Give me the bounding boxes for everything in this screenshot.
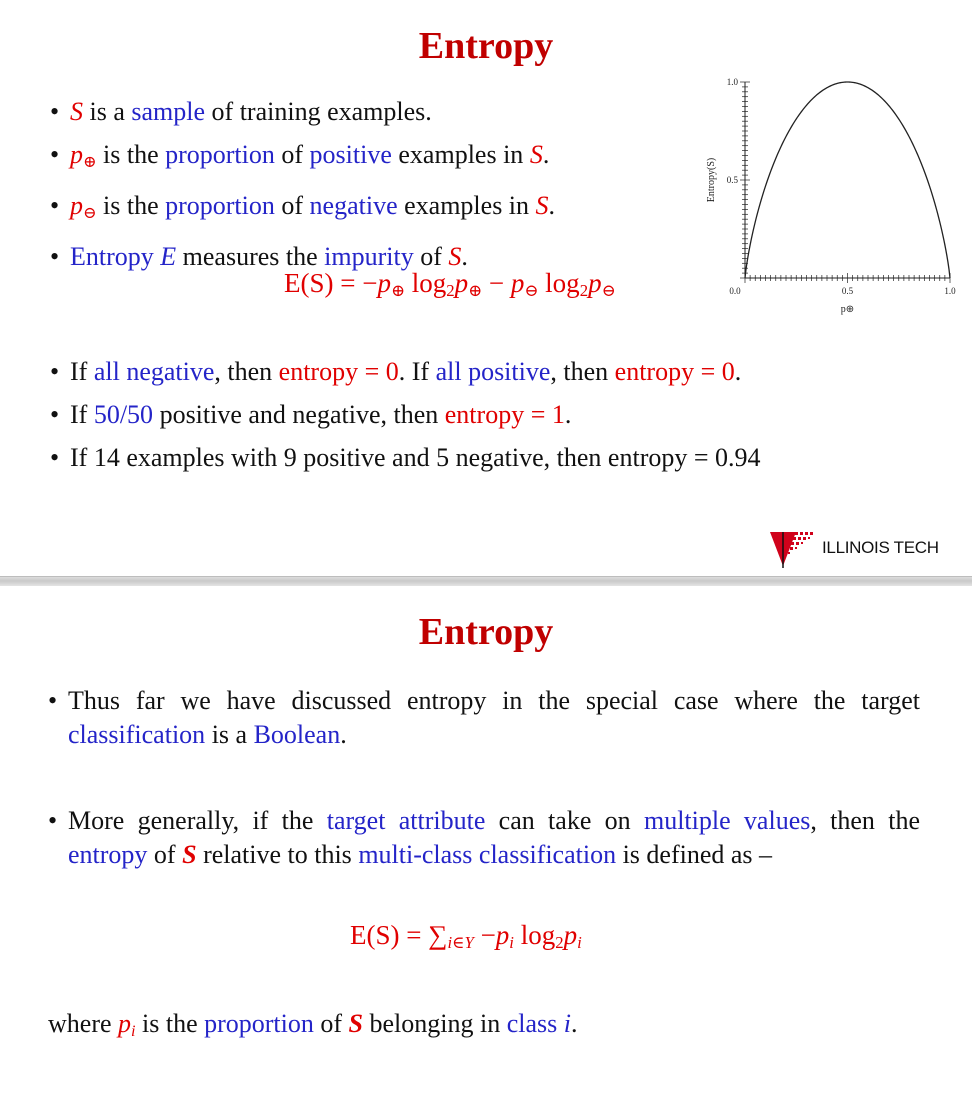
bullet-positive-proportion: • $p_\oplus$ is the proportion of positive examples in S. <box>48 133 555 184</box>
x-tick-label: 0.5 <box>841 286 854 296</box>
logo-text: ILLINOIS TECH <box>822 538 939 557</box>
x-tick-label: 1.0 <box>944 286 956 296</box>
x-axis-label: p⊕ <box>840 304 855 315</box>
entropy-cases-bullets <box>48 350 761 479</box>
chart-ticks <box>740 82 950 283</box>
binary-entropy-formula: $E(S) = -p_\oplus$ $\log_2p_\oplus - p_⊖$ $\log_2p_⊖$ <box>284 268 616 300</box>
where-definition: where $p_i$ is the proportion of S belonging in class i. <box>48 1009 578 1040</box>
x-tick-label: 0.0 <box>729 286 741 296</box>
bullet-negative-proportion: • $p_⊖$ is the proportion of negative examples in S. <box>48 184 555 235</box>
boolean-entropy-paragraph: • Thus far we have discussed entropy in the special case where the target classification is a Boolean. <box>48 686 920 749</box>
bullet-example-14: • If 14 examples with 9 positive and 5 negative, then entropy = 0.94 <box>48 436 761 479</box>
slide-2 <box>0 586 972 1107</box>
illinois-tech-logo-icon <box>768 528 818 570</box>
slide-1-title: Entropy <box>418 25 554 67</box>
definition-bullets <box>48 90 555 278</box>
y-tick-label: 1.0 <box>726 77 738 87</box>
multiclass-entropy-formula: $E(S) = \sum_{i\in Y} -p_i$ $\log_2p_i$ <box>350 920 582 952</box>
bullet-all-same: • If all negative, then entropy = 0. If all positive, then entropy = 0. <box>48 350 761 393</box>
bullet-entropy-impurity: • Entropy E measures the impurity of S. <box>48 235 555 278</box>
y-axis-label: Entropy(S) <box>706 157 717 203</box>
entropy-series-line <box>745 82 950 278</box>
bullet-sample: • S is a sample of training examples. <box>48 90 555 133</box>
multiclass-entropy-paragraph: • More generally, if the target attribute can take on multiple values, then the entropy of S relative to this multi-class classification is defined as – <box>48 806 920 869</box>
illinois-tech-logo <box>768 528 968 572</box>
y-tick-label: 0.5 <box>726 175 738 185</box>
slide-2-title: Entropy <box>418 611 554 653</box>
entropy-curve-chart <box>700 72 962 332</box>
bullet-fifty-fifty: • If 50/50 positive and negative, then entropy = 1. <box>48 393 761 436</box>
